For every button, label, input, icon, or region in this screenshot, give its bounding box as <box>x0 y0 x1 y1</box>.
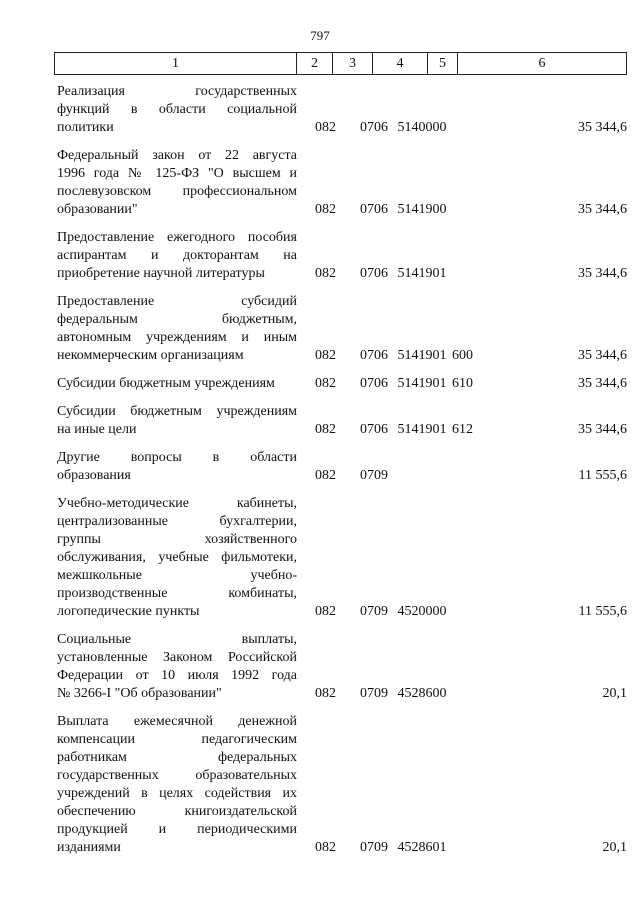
ministry-code: 082 <box>315 840 336 855</box>
description-line: автономным учреждениям и иным <box>57 330 297 345</box>
header-col-4: 4 <box>373 53 428 74</box>
description-line: изданиями <box>57 840 121 855</box>
table-row <box>57 293 627 365</box>
description-line: Предоставление субсидий <box>57 294 297 309</box>
description-line: 1996 года № 125-ФЗ "О высшем и <box>57 166 297 181</box>
target-article-code: 5141900 <box>397 202 447 217</box>
amount: 35 344,6 <box>578 266 627 281</box>
header-col-2: 2 <box>297 53 333 74</box>
description-line: обеспечению книгоиздательской <box>57 804 297 819</box>
ministry-code: 082 <box>315 266 336 281</box>
description-line: государственных образовательных <box>57 768 297 783</box>
table-row <box>57 495 627 621</box>
row-description <box>57 293 297 365</box>
ministry-code: 082 <box>315 422 336 437</box>
section-code: 0706 <box>360 348 388 363</box>
table-header <box>54 52 627 75</box>
description-line: учреждений в целях содействия их <box>57 786 297 801</box>
description-line: № 3266-I "Об образовании" <box>57 686 222 701</box>
description-line: Федерации от 10 июля 1992 года <box>57 668 297 683</box>
section-code: 0709 <box>360 840 388 855</box>
description-line: централизованные бухгалтерии, <box>57 514 297 529</box>
ministry-code: 082 <box>315 376 336 391</box>
target-article-code: 4528600 <box>397 686 447 701</box>
description-line: послевузовском профессиональном <box>57 184 297 199</box>
amount: 11 555,6 <box>578 468 627 483</box>
row-description <box>57 631 297 703</box>
table-row <box>57 229 627 283</box>
target-article-code: 5141901 <box>397 422 447 437</box>
description-line: Другие вопросы в области <box>57 450 297 465</box>
row-description <box>57 375 297 393</box>
target-article-code: 4528601 <box>397 840 447 855</box>
section-code: 0706 <box>360 120 388 135</box>
table-row <box>57 83 627 137</box>
expense-type-code: 600 <box>452 348 473 363</box>
description-line: политики <box>57 120 114 135</box>
amount: 35 344,6 <box>578 376 627 391</box>
amount: 11 555,6 <box>578 604 627 619</box>
section-code: 0709 <box>360 604 388 619</box>
description-line: приобретение научной литературы <box>57 266 265 281</box>
table-row <box>57 713 627 857</box>
target-article-code: 4520000 <box>397 604 447 619</box>
description-line: Предоставление ежегодного пособия <box>57 230 297 245</box>
expense-type-code: 612 <box>452 422 473 437</box>
header-col-6: 6 <box>538 56 546 71</box>
ministry-code: 082 <box>315 686 336 701</box>
section-code: 0706 <box>360 376 388 391</box>
table-row <box>57 147 627 219</box>
description-line: Выплата ежемесячной денежной <box>57 714 297 729</box>
amount: 35 344,6 <box>578 422 627 437</box>
section-code: 0706 <box>360 266 388 281</box>
description-line: компенсации педагогическим <box>57 732 297 747</box>
description-line: на иные цели <box>57 422 137 437</box>
description-line: Федеральный закон от 22 августа <box>57 148 297 163</box>
description-line: межшкольные учебно- <box>57 568 297 583</box>
target-article-code: 5140000 <box>397 120 447 135</box>
description-line: Субсидии бюджетным учреждениям <box>57 376 275 391</box>
header-col-3: 3 <box>333 53 373 74</box>
ministry-code: 082 <box>315 120 336 135</box>
section-code: 0709 <box>360 468 388 483</box>
ministry-code: 082 <box>315 604 336 619</box>
description-line: продукцией и периодическими <box>57 822 297 837</box>
description-line: образовании" <box>57 202 138 217</box>
ministry-code: 082 <box>315 348 336 363</box>
description-line: Социальные выплаты, <box>57 632 297 647</box>
row-description <box>57 229 297 283</box>
target-article-code: 5141901 <box>397 376 447 391</box>
row-description <box>57 403 297 439</box>
description-line: логопедические пункты <box>57 604 200 619</box>
description-line: Реализация государственных <box>57 84 297 99</box>
page-number: 797 <box>310 28 330 43</box>
ministry-code: 082 <box>315 202 336 217</box>
description-line: образования <box>57 468 131 483</box>
description-line: федеральным бюджетным, <box>57 312 297 327</box>
description-line: аспирантам и докторантам на <box>57 248 297 263</box>
section-code: 0706 <box>360 202 388 217</box>
target-article-code: 5141901 <box>397 266 447 281</box>
amount: 20,1 <box>602 686 627 701</box>
amount: 35 344,6 <box>578 120 627 135</box>
row-description <box>57 495 297 621</box>
amount: 35 344,6 <box>578 202 627 217</box>
table-row <box>57 375 627 393</box>
description-line: группы хозяйственного <box>57 532 297 547</box>
section-code: 0706 <box>360 422 388 437</box>
section-code: 0709 <box>360 686 388 701</box>
row-description <box>57 713 297 857</box>
table-row <box>57 403 627 439</box>
expense-type-code: 610 <box>452 376 473 391</box>
row-description <box>57 83 297 137</box>
target-article-code: 5141901 <box>397 348 447 363</box>
header-col-1: 1 <box>55 53 297 74</box>
row-description <box>57 449 297 485</box>
header-col-5: 5 <box>428 53 458 74</box>
description-line: Субсидии бюджетным учреждениям <box>57 404 297 419</box>
description-line: функций в области социальной <box>57 102 297 117</box>
ministry-code: 082 <box>315 468 336 483</box>
description-line: производственные комбинаты, <box>57 586 297 601</box>
amount: 20,1 <box>602 840 627 855</box>
amount: 35 344,6 <box>578 348 627 363</box>
description-line: работникам федеральных <box>57 750 297 765</box>
table-row <box>57 449 627 485</box>
description-line: некоммерческим организациям <box>57 348 244 363</box>
description-line: установленные Законом Российской <box>57 650 297 665</box>
description-line: Учебно-методические кабинеты, <box>57 496 297 511</box>
table-body <box>57 83 627 867</box>
row-description <box>57 147 297 219</box>
table-row <box>57 631 627 703</box>
description-line: обслуживания, учебные фильмотеки, <box>57 550 297 565</box>
